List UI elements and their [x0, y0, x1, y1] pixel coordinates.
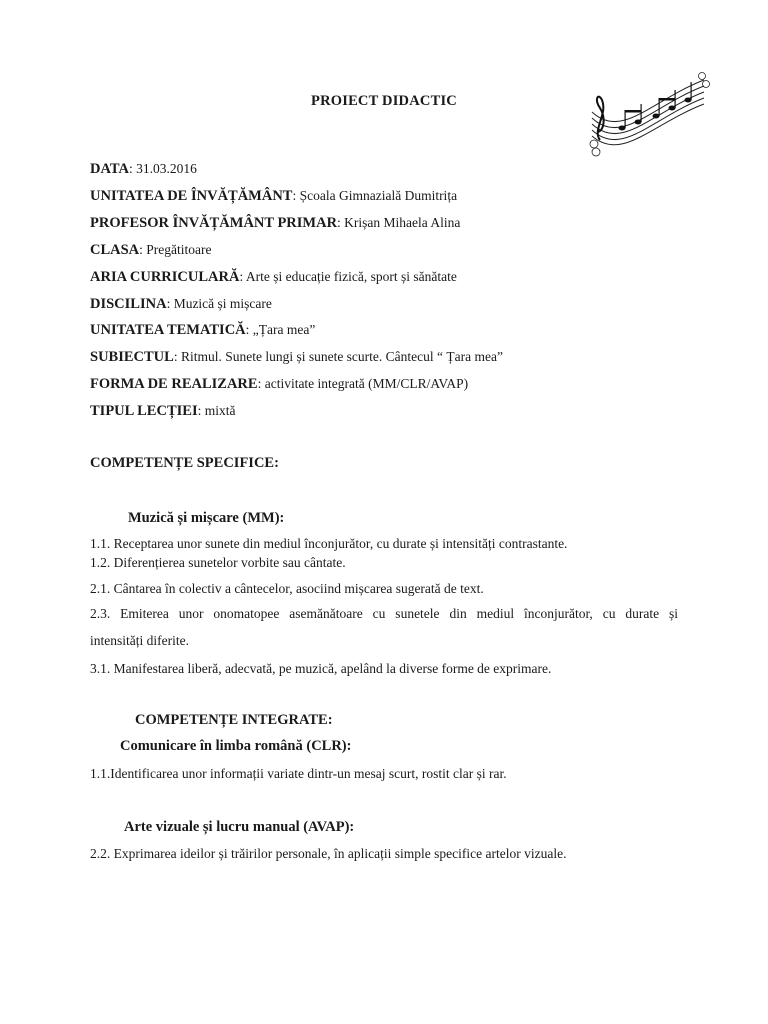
list-item-continuation: intensități diferite.	[90, 633, 189, 648]
field-label: ARIA CURRICULARĂ	[90, 269, 240, 285]
field-label: SUBIECTUL	[90, 349, 174, 365]
integrated-competences-heading: COMPETENȚE INTEGRATE:	[135, 712, 333, 728]
field-value: : Muzică și mișcare	[166, 296, 272, 311]
field-tipul	[90, 402, 235, 420]
field-label: TIPUL LECȚIEI	[90, 403, 198, 419]
list-item: 2.3. Emiterea unor onomatopee asemănătoare cu sunetele din mediul înconjurător, cu durate și	[90, 606, 678, 621]
music-staff-icon	[582, 70, 712, 162]
field-label: UNITATEA TEMATICĂ	[90, 322, 246, 338]
field-label: DISCILINA	[90, 296, 167, 312]
field-value: : „Țara mea”	[245, 322, 316, 337]
list-item: 2.2. Exprimarea ideilor și trăirilor personale, în aplicații simple specifice artelor vizuale.	[90, 846, 567, 861]
list-item: 1.1.Identificarea unor informații variate dintr-un mesaj scurt, rostit clar și rar.	[90, 766, 507, 781]
field-forma	[90, 375, 468, 393]
clr-heading: Comunicare în limba română (CLR):	[120, 738, 352, 754]
field-value: : Ritmul. Sunete lungi și sunete scurte. Cântecul “ Țara mea”	[173, 349, 503, 364]
specific-competences-heading: COMPETENȚE SPECIFICE:	[90, 455, 279, 471]
field-value: : Pregătitoare	[139, 242, 212, 257]
field-label: DATA	[90, 161, 129, 177]
field-data	[90, 160, 197, 178]
document-title: PROIECT DIDACTIC	[311, 93, 457, 109]
field-value: : 31.03.2016	[128, 161, 197, 176]
field-unitatea	[90, 187, 457, 205]
list-item: 1.1. Receptarea unor sunete din mediul înconjurător, cu durate și intensități contrastante.	[90, 536, 568, 551]
field-aria	[90, 268, 457, 286]
avap-heading: Arte vizuale și lucru manual (AVAP):	[124, 819, 355, 835]
field-disciplina	[90, 295, 272, 313]
list-item: 3.1. Manifestarea liberă, adecvată, pe muzică, apelând la diverse forme de exprimare.	[90, 661, 552, 676]
list-item: 2.1. Cântarea în colectiv a cântecelor, asociind mișcarea sugerată de text.	[90, 581, 484, 596]
field-label: UNITATEA DE ÎNVĂȚĂMÂNT	[90, 188, 293, 204]
field-value: : Arte și educație fizică, sport și sănătate	[239, 269, 457, 284]
field-value: : mixtă	[197, 403, 236, 418]
field-value: : activitate integrată (MM/CLR/AVAP)	[257, 376, 469, 391]
field-profesor	[90, 214, 460, 232]
field-clasa	[90, 241, 212, 259]
field-label: PROFESOR ÎNVĂȚĂMÂNT PRIMAR	[90, 215, 338, 231]
field-label: FORMA DE REALIZARE	[90, 376, 258, 392]
field-unitatea-tematica	[90, 321, 315, 339]
field-value: : Krișan Mihaela Alina	[337, 215, 461, 230]
field-label: CLASA	[90, 242, 140, 258]
field-value: : Școala Gimnazială Dumitrița	[292, 188, 458, 203]
list-item: 1.2. Diferențierea sunetelor vorbite sau cântate.	[90, 555, 346, 570]
field-subiectul	[90, 348, 503, 366]
mm-heading: Muzică și mișcare (MM):	[128, 510, 285, 526]
